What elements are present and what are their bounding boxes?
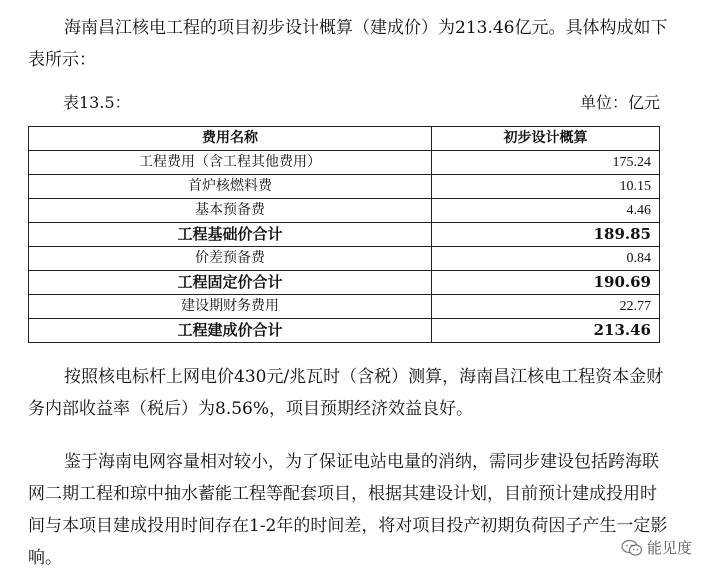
- watermark-text: 能见度: [646, 539, 692, 557]
- row-value: 22.77: [432, 295, 660, 319]
- table-row: [29, 151, 660, 175]
- table-caption-row: [63, 92, 660, 114]
- table-caption: 表13.5：: [63, 93, 131, 112]
- wechat-icon: [621, 539, 643, 557]
- table-row-subtotal: [29, 271, 660, 295]
- row-name: 工程建成价合计: [29, 319, 432, 343]
- row-value: 0.84: [432, 247, 660, 271]
- row-name: 基本预备费: [29, 199, 432, 223]
- grid-paragraph: 鉴于海南电网容量相对较小，为了保证电站电量的消纳，需同步建设包括跨海联网二期工程和琼中抽水蓄能工程等配套项目，根据其建设计划，目前预计建成投用时间与本项目建成投用时间存在1-2年的时间差，将对项目投产初期负荷因子产生一定影响。: [28, 452, 668, 568]
- row-value: 213.46: [432, 319, 660, 343]
- row-value: 190.69: [432, 271, 660, 295]
- row-value: 189.85: [432, 223, 660, 247]
- header-estimate: 初步设计概算: [432, 127, 660, 151]
- table-row: [29, 199, 660, 223]
- row-name: 建设期财务费用: [29, 295, 432, 319]
- table-row-total: [29, 319, 660, 343]
- row-value: 175.24: [432, 151, 660, 175]
- table-row: [29, 247, 660, 271]
- row-name: 工程费用（含工程其他费用）: [29, 151, 432, 175]
- watermark: [621, 537, 692, 558]
- table-row: [29, 175, 660, 199]
- row-name: 工程固定价合计: [29, 271, 432, 295]
- row-name: 价差预备费: [29, 247, 432, 271]
- table-header-row: [29, 127, 660, 151]
- row-name: 首炉核燃料费: [29, 175, 432, 199]
- row-name: 工程基础价合计: [29, 223, 432, 247]
- intro-paragraph: 海南昌江核电工程的项目初步设计概算（建成价）为213.46亿元。具体构成如下表所示：: [28, 18, 668, 70]
- table-row-subtotal: [29, 223, 660, 247]
- row-value: 4.46: [432, 199, 660, 223]
- header-cost-name: 费用名称: [29, 127, 432, 151]
- row-value: 10.15: [432, 175, 660, 199]
- table-row: [29, 295, 660, 319]
- table-unit: 单位：亿元: [579, 93, 660, 112]
- return-paragraph: 按照核电标杆上网电价430元/兆瓦时（含税）测算，海南昌江核电工程资本金财务内部收益率（税后）为8.56%，项目预期经济效益良好。: [28, 367, 664, 419]
- cost-table: [28, 126, 660, 343]
